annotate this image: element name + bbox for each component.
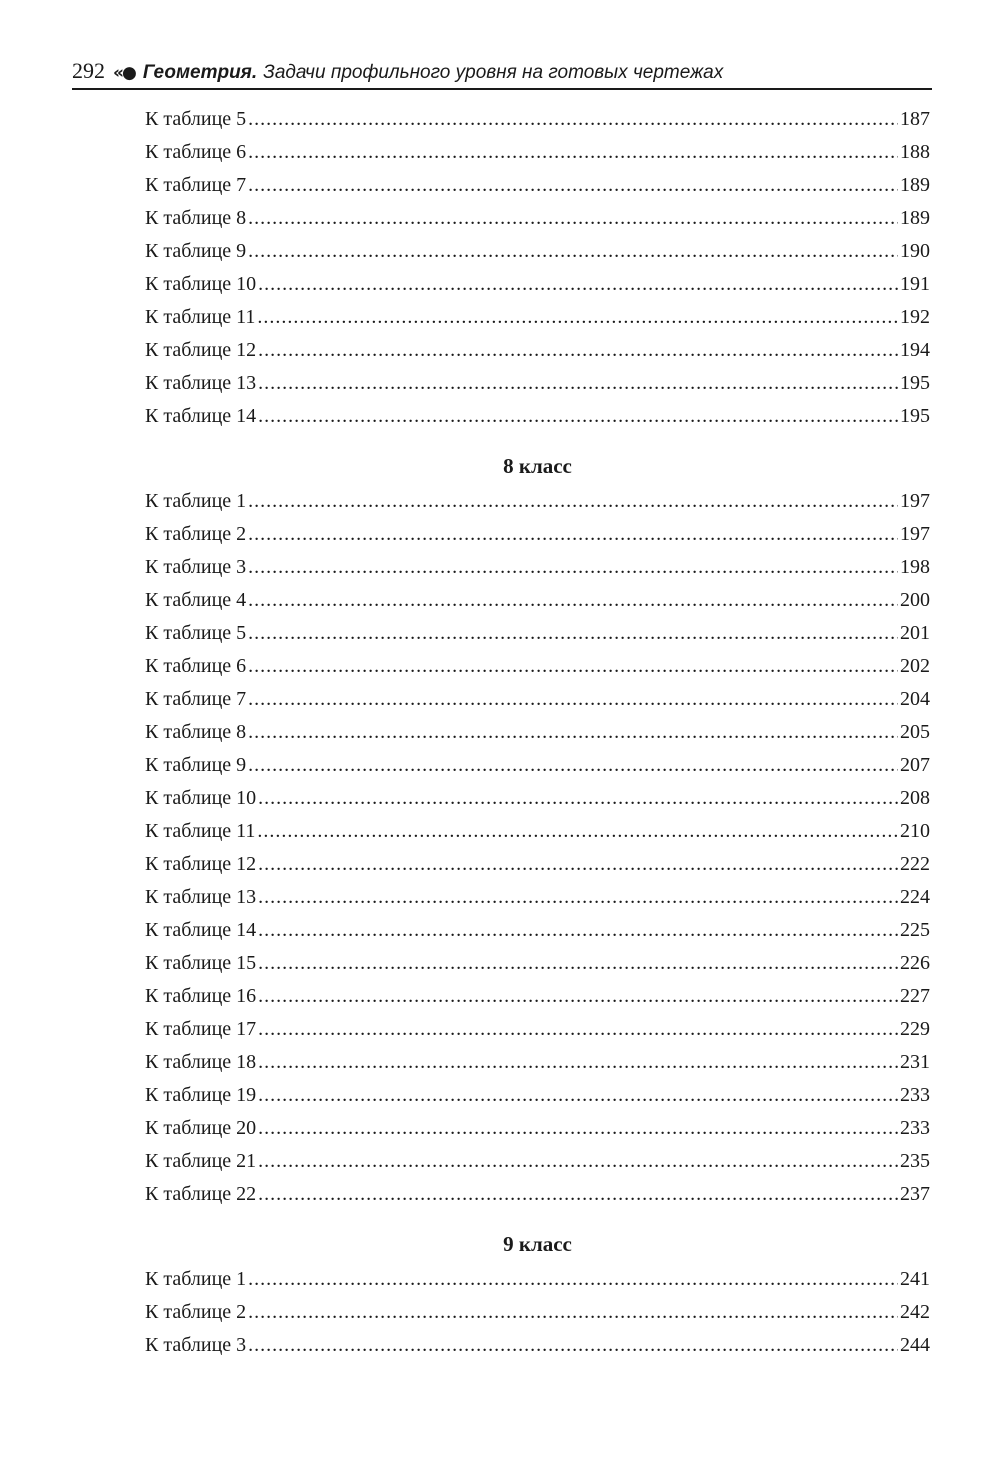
toc-entry-page: 192 xyxy=(900,306,930,328)
dot-leader xyxy=(257,306,898,329)
toc-entry-page: 208 xyxy=(900,787,930,809)
toc-entry-page: 227 xyxy=(900,985,930,1007)
dot-leader xyxy=(258,952,898,975)
toc-entry[interactable] xyxy=(145,523,930,556)
toc-entry-page: 207 xyxy=(900,754,930,776)
dot-leader xyxy=(258,273,898,296)
toc-entry[interactable] xyxy=(145,622,930,655)
toc-entry-label: К таблице 22 xyxy=(145,1183,257,1205)
toc-entry-label: К таблице 14 xyxy=(145,405,257,427)
dot-leader xyxy=(258,339,898,362)
toc-entry-label: К таблице 1 xyxy=(145,490,247,512)
toc-entry-page: 200 xyxy=(900,589,930,611)
toc-entry-page: 226 xyxy=(900,952,930,974)
toc-entry[interactable] xyxy=(145,1051,930,1084)
toc-entry[interactable] xyxy=(145,141,930,174)
toc-entry-page: 225 xyxy=(900,919,930,941)
toc-entry-label: К таблице 11 xyxy=(145,306,256,328)
toc-entry[interactable] xyxy=(145,1084,930,1117)
bullet-marker-icon: «● xyxy=(113,63,135,83)
toc-entry-page: 244 xyxy=(900,1334,930,1356)
toc-entry-page: 197 xyxy=(900,523,930,545)
toc-entry[interactable] xyxy=(145,985,930,1018)
dot-leader xyxy=(248,1301,898,1324)
toc-entry-page: 195 xyxy=(900,405,930,427)
toc-entry-label: К таблице 9 xyxy=(145,754,247,776)
toc-entry[interactable] xyxy=(145,1117,930,1150)
dot-leader xyxy=(258,1084,898,1107)
toc-entry[interactable] xyxy=(145,108,930,141)
toc-entry-label: К таблице 8 xyxy=(145,207,247,229)
toc-entry-page: 237 xyxy=(900,1183,930,1205)
dot-leader xyxy=(258,1018,898,1041)
toc-entry-page: 202 xyxy=(900,655,930,677)
toc-entry[interactable] xyxy=(145,490,930,523)
dot-leader xyxy=(248,174,898,197)
toc-entry-label: К таблице 9 xyxy=(145,240,247,262)
toc-entry-label: К таблице 5 xyxy=(145,108,247,130)
dot-leader xyxy=(258,1150,898,1173)
toc-entry-label: К таблице 4 xyxy=(145,589,247,611)
toc-entry[interactable] xyxy=(145,820,930,853)
toc-entry[interactable] xyxy=(145,372,930,405)
toc-entry-page: 235 xyxy=(900,1150,930,1172)
toc-entry-label: К таблице 10 xyxy=(145,787,257,809)
toc-entry-label: К таблице 10 xyxy=(145,273,257,295)
toc-entry-page: 224 xyxy=(900,886,930,908)
dot-leader xyxy=(248,655,898,678)
toc-entry-page: 222 xyxy=(900,853,930,875)
toc-entry[interactable] xyxy=(145,207,930,240)
toc-entry-page: 233 xyxy=(900,1084,930,1106)
toc-entry[interactable] xyxy=(145,853,930,886)
toc-entry-label: К таблице 21 xyxy=(145,1150,257,1172)
toc-entry[interactable] xyxy=(145,1268,930,1301)
toc-entry-label: К таблице 8 xyxy=(145,721,247,743)
toc-entry-label: К таблице 5 xyxy=(145,622,247,644)
toc-entry-label: К таблице 7 xyxy=(145,688,247,710)
toc-entry-label: К таблице 3 xyxy=(145,556,247,578)
dot-leader xyxy=(258,1183,898,1206)
dot-leader xyxy=(248,523,898,546)
toc-entry-label: К таблице 11 xyxy=(145,820,256,842)
dot-leader xyxy=(248,721,898,744)
toc-entry-label: К таблице 17 xyxy=(145,1018,257,1040)
toc-entry-label: К таблице 13 xyxy=(145,372,257,394)
table-of-contents xyxy=(145,108,930,1367)
toc-entry[interactable] xyxy=(145,405,930,438)
dot-leader xyxy=(248,240,898,263)
toc-entry-label: К таблице 6 xyxy=(145,655,247,677)
dot-leader xyxy=(248,556,898,579)
toc-entry[interactable] xyxy=(145,886,930,919)
dot-leader xyxy=(248,108,898,131)
toc-entry-label: К таблице 2 xyxy=(145,523,247,545)
toc-entry[interactable] xyxy=(145,556,930,589)
toc-entry[interactable] xyxy=(145,1018,930,1051)
toc-entry-page: 233 xyxy=(900,1117,930,1139)
section-heading: 8 класс xyxy=(503,454,572,478)
dot-leader xyxy=(258,372,898,395)
dot-leader xyxy=(258,787,898,810)
dot-leader xyxy=(248,1268,898,1291)
toc-entry-page: 241 xyxy=(900,1268,930,1290)
toc-entry-page: 187 xyxy=(900,108,930,130)
page-header xyxy=(72,58,932,90)
dot-leader xyxy=(248,688,898,711)
dot-leader xyxy=(258,1117,898,1140)
toc-entry-label: К таблице 12 xyxy=(145,339,257,361)
toc-entry[interactable] xyxy=(145,1183,930,1216)
toc-entry-page: 197 xyxy=(900,490,930,512)
toc-entry-label: К таблице 12 xyxy=(145,853,257,875)
dot-leader xyxy=(257,820,898,843)
toc-entry-page: 198 xyxy=(900,556,930,578)
toc-entry[interactable] xyxy=(145,339,930,372)
toc-entry-label: К таблице 3 xyxy=(145,1334,247,1356)
dot-leader xyxy=(258,1051,898,1074)
toc-entry-label: К таблице 1 xyxy=(145,1268,247,1290)
dot-leader xyxy=(248,207,898,230)
toc-entry-label: К таблице 2 xyxy=(145,1301,247,1323)
dot-leader xyxy=(248,589,898,612)
toc-entry[interactable] xyxy=(145,240,930,273)
toc-entry-page: 242 xyxy=(900,1301,930,1323)
toc-entry-page: 189 xyxy=(900,174,930,196)
dot-leader xyxy=(258,919,898,942)
toc-entry-label: К таблице 7 xyxy=(145,174,247,196)
toc-entry[interactable] xyxy=(145,919,930,952)
toc-entry-label: К таблице 18 xyxy=(145,1051,257,1073)
section-heading: 9 класс xyxy=(503,1232,572,1256)
toc-entry[interactable] xyxy=(145,655,930,688)
toc-entry-page: 201 xyxy=(900,622,930,644)
toc-entry-label: К таблице 13 xyxy=(145,886,257,908)
toc-entry-page: 190 xyxy=(900,240,930,262)
toc-entry-label: К таблице 19 xyxy=(145,1084,257,1106)
toc-entry[interactable] xyxy=(145,589,930,622)
toc-entry[interactable] xyxy=(145,1301,930,1334)
toc-entry-page: 210 xyxy=(900,820,930,842)
dot-leader xyxy=(258,853,898,876)
toc-entry[interactable] xyxy=(145,688,930,721)
toc-entry-page: 188 xyxy=(900,141,930,163)
toc-entry[interactable] xyxy=(145,306,930,339)
toc-entry[interactable] xyxy=(145,1150,930,1183)
toc-entry-page: 194 xyxy=(900,339,930,361)
toc-entry-label: К таблице 6 xyxy=(145,141,247,163)
dot-leader xyxy=(258,886,898,909)
book-subtitle: Задачи профильного уровня на готовых чертежах xyxy=(263,62,724,83)
dot-leader xyxy=(258,985,898,1008)
toc-entry[interactable] xyxy=(145,952,930,985)
dot-leader xyxy=(248,141,898,164)
toc-entry-page: 229 xyxy=(900,1018,930,1040)
dot-leader xyxy=(248,1334,898,1357)
toc-entry-label: К таблице 16 xyxy=(145,985,257,1007)
toc-entry[interactable] xyxy=(145,1334,930,1367)
toc-entry-label: К таблице 15 xyxy=(145,952,257,974)
dot-leader xyxy=(248,754,898,777)
toc-entry-page: 195 xyxy=(900,372,930,394)
toc-entry[interactable] xyxy=(145,174,930,207)
toc-entry-label: К таблице 20 xyxy=(145,1117,257,1139)
page-number: 292 xyxy=(72,58,105,83)
dot-leader xyxy=(248,622,898,645)
toc-entry[interactable] xyxy=(145,754,930,787)
toc-entry-page: 205 xyxy=(900,721,930,743)
toc-entry[interactable] xyxy=(145,721,930,754)
toc-entry-page: 231 xyxy=(900,1051,930,1073)
toc-entry[interactable] xyxy=(145,273,930,306)
book-title: Геометрия. xyxy=(142,62,258,83)
dot-leader xyxy=(248,490,898,513)
toc-entry-label: К таблице 14 xyxy=(145,919,257,941)
toc-entry[interactable] xyxy=(145,787,930,820)
toc-entry-page: 189 xyxy=(900,207,930,229)
toc-entry-page: 191 xyxy=(900,273,930,295)
dot-leader xyxy=(258,405,898,428)
toc-entry-page: 204 xyxy=(900,688,930,710)
